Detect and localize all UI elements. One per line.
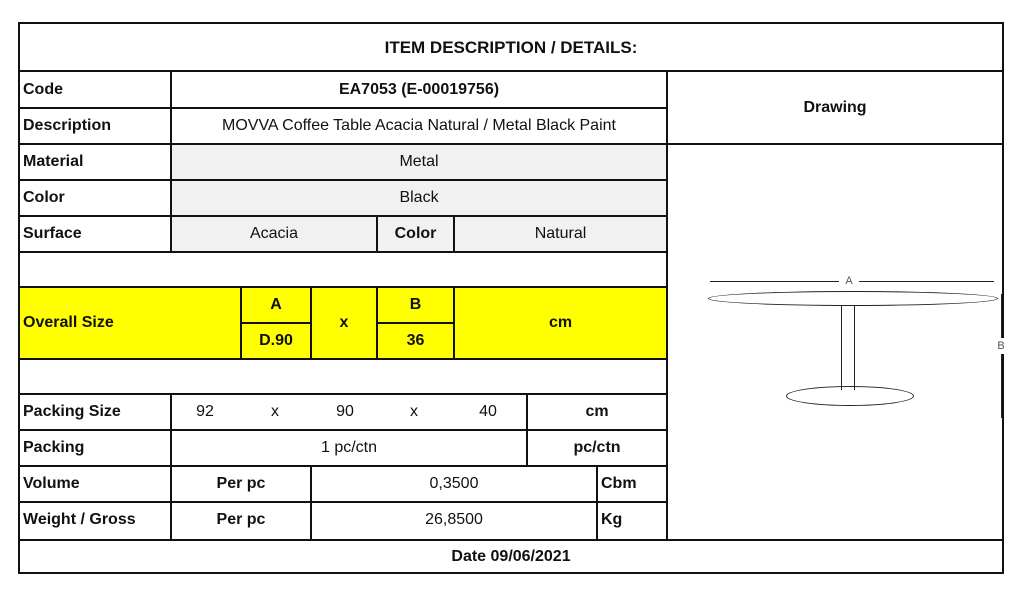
grid-line <box>666 70 668 539</box>
dimension-b-value: 36 <box>406 332 425 349</box>
packing-size-unit: cm <box>585 403 609 420</box>
grid-line <box>453 215 455 251</box>
surface-value: Acacia <box>172 217 376 251</box>
code-label: Code <box>23 80 63 98</box>
drawing-title: Drawing <box>803 98 867 116</box>
drawing-dim-b: B <box>992 338 1010 354</box>
volume-label: Volume <box>23 475 80 492</box>
material-label: Material <box>23 153 84 170</box>
packing-value: 1 pc/ctn <box>320 439 378 456</box>
packing-size-times-1: x <box>271 403 279 420</box>
grid-line <box>666 143 1002 145</box>
packing-label: Packing <box>23 439 85 456</box>
grid-line <box>20 215 666 217</box>
overall-size-label: Overall Size <box>23 314 114 331</box>
grid-line <box>20 107 666 109</box>
grid-line <box>310 286 312 358</box>
color-label: Color <box>23 189 65 206</box>
grid-line <box>170 393 172 539</box>
grid-line <box>20 251 666 253</box>
dimension-b-label: B <box>409 296 422 313</box>
surface-label: Surface <box>23 225 82 242</box>
table-drawing <box>704 264 1010 434</box>
grid-line <box>240 322 312 324</box>
grid-line <box>20 143 666 145</box>
grid-line <box>453 286 455 358</box>
grid-line <box>310 465 312 539</box>
drawing-dim-a: A <box>839 273 859 289</box>
surface-color-value: Natural <box>455 217 666 251</box>
volume-per: Per pc <box>216 475 266 492</box>
dimension-times: x <box>339 314 349 331</box>
grid-line <box>376 215 378 251</box>
grid-line <box>596 465 598 539</box>
volume-unit: Cbm <box>601 475 637 492</box>
dimension-a-label: A <box>270 296 282 313</box>
description-label: Description <box>23 117 112 134</box>
volume-value: 0,3500 <box>429 475 479 492</box>
grid-line <box>20 539 1002 541</box>
packing-size-height: 40 <box>479 403 497 420</box>
table-base-shape <box>786 386 914 406</box>
grid-line <box>20 429 666 431</box>
packing-size-length: 92 <box>196 403 214 420</box>
color-value: Black <box>172 181 666 215</box>
grid-line <box>526 393 528 465</box>
code-value: EA7053 (E-00019756) <box>338 80 500 98</box>
surface-color-label: Color <box>378 217 453 251</box>
dimension-a-value: D.90 <box>259 332 293 349</box>
sheet-title: ITEM DESCRIPTION / DETAILS: <box>384 37 638 57</box>
grid-line <box>170 70 172 251</box>
packing-size-label: Packing Size <box>23 403 121 420</box>
grid-line <box>20 358 666 360</box>
packing-size-times-2: x <box>410 403 418 420</box>
weight-per: Per pc <box>216 511 266 528</box>
overall-size-unit: cm <box>548 314 573 331</box>
packing-unit: pc/ctn <box>573 439 621 456</box>
grid-line <box>20 179 666 181</box>
grid-line <box>376 286 378 358</box>
weight-label: Weight / Gross <box>23 511 136 528</box>
grid-line <box>20 465 666 467</box>
grid-line <box>20 70 1002 72</box>
grid-line <box>20 286 666 288</box>
weight-unit: Kg <box>601 511 623 528</box>
grid-line <box>376 322 455 324</box>
description-value: MOVVA Coffee Table Acacia Natural / Metal Black Paint <box>222 117 616 134</box>
grid-line <box>240 286 242 358</box>
tabletop-shape <box>708 291 998 306</box>
weight-value: 26,8500 <box>425 511 483 528</box>
grid-line <box>20 393 666 395</box>
packing-size-width: 90 <box>336 403 354 420</box>
dimension-b-line <box>1001 294 1002 418</box>
table-stem-shape <box>841 306 855 390</box>
item-spec-sheet <box>18 22 1004 574</box>
footer-date: Date 09/06/2021 <box>451 547 571 565</box>
grid-line <box>20 501 666 503</box>
material-value: Metal <box>172 145 666 179</box>
